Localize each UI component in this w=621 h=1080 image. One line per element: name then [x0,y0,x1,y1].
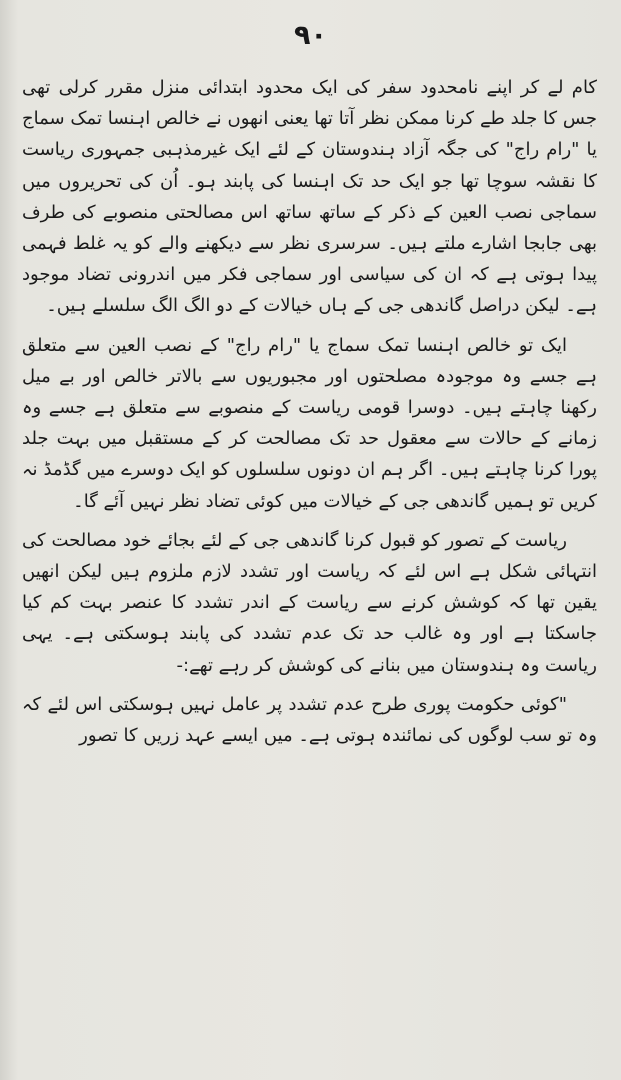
page-body-text [22,72,597,751]
paragraph-2: ایک تو خالص اہنسا تمک سماج یا "رام راج" کے نصب العین سے متعلق ہے جسے وہ موجودہ مصلحتوں اور مجبوریوں سے بالاتر خالص اور بے میل رکھنا چاہتے ہیں۔ دوسرا قومی ریاست کے منصوبے سے متعلق ہے جسے وہ زمانے کے حالات سے معقول حد تک مصالحت کر کے مستقبل میں بہت جلد پورا کرنا چاہتے ہیں۔ اگر ہم ان دونوں سلسلوں کو ایک دوسرے میں گڈمڈ نہ کریں تو ہمیں گاندھی جی کے خیالات میں کوئی تضاد نظر نہیں آئے گا۔ [22,334,597,512]
paragraph-1: کام لے کر اپنے نامحدود سفر کی ایک محدود ابتدائی منزل مقرر کرلی تھی جس کا جلد طے کرنا ممکن نظر آتا تھا یعنی انھوں نے خالص اہنسا تمک سماج یا "رام راج" کی جگہ آزاد ہندوستان کے لئے ایک غیرمذہبی جمہوری ریاست کا نقشہ سوچا تھا جو ایک حد تک اہنسا کی پابند ہو۔ اُن کی تحریروں میں سماجی نصب العین کے ذکر کے ساتھ ساتھ اس مصالحتی منصوبے کی طرف بھی جابجا اشارے ملتے ہیں۔ سرسری نظر سے دیکھنے والے کو یہ غلط فہمی پیدا ہوتی ہے کہ ان کی سیاسی اور سماجی فکر میں اندرونی تضاد موجود ہے۔ لیکن دراصل گاندھی جی کے ہاں خیالات کے دو الگ الگ سلسلے ہیں۔ [22,77,598,317]
paragraph-4: "کوئی حکومت پوری طرح عدم تشدد پر عامل نہیں ہوسکتی اس لئے کہ وہ تو سب لوگوں کی نمائندہ ہوتی ہے۔ میں ایسے عہد زریں کا تصور [22,693,597,747]
page-number: ۹۰ [294,20,327,51]
paragraph-3: ریاست کے تصور کو قبول کرنا گاندھی جی کے لئے بجائے خود مصالحت کی انتہائی شکل ہے اس لئے کہ ریاست اور تشدد لازم ملزوم ہیں لیکن انھیں یقین تھا کہ کوشش کرنے سے ریاست کے اندر تشدد کا عنصر بہت کم کیا جاسکتا ہے اور وہ غالب حد تک عدم تشدد کی پابند ہوسکتی ہے۔ یہی ریاست وہ ہندوستان میں بنانے کی کوشش کر رہے تھے:- [22,529,597,676]
